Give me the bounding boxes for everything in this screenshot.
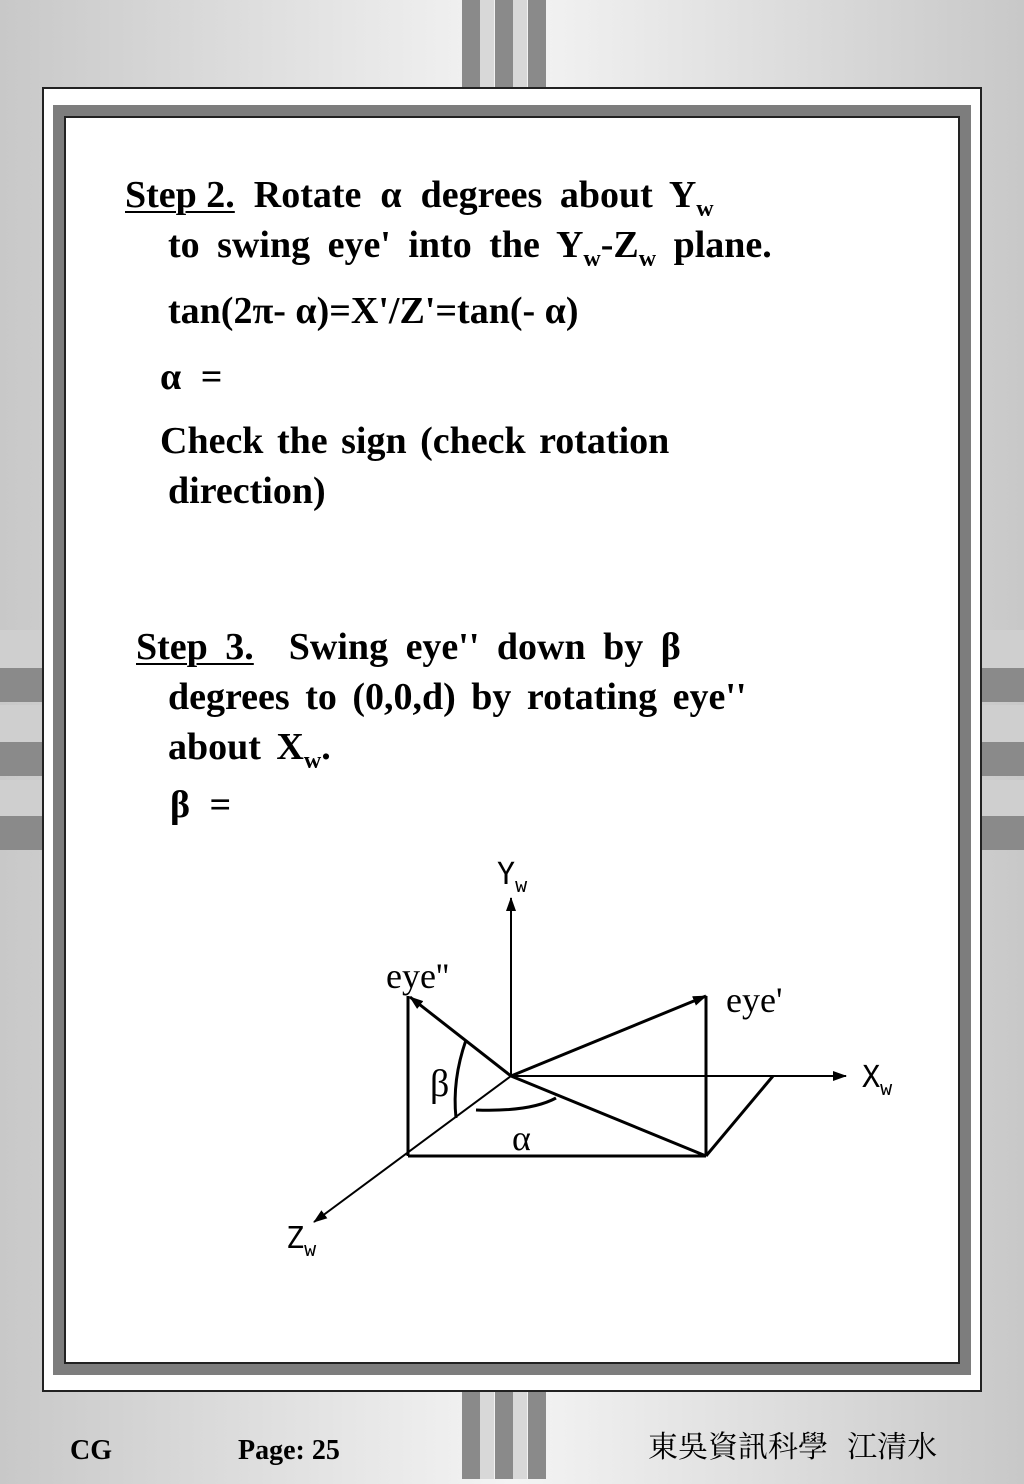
step2-line1 [125,174,714,222]
step2-check-line1: Check the sign (check rotation [160,420,670,462]
beta-arc [455,1040,466,1118]
y-axis-label: $Y_w$ [497,857,528,897]
step2-check-line2: direction) [168,470,326,512]
step2-label: Step 2. [125,174,235,216]
step3-line2: degrees to (0,0,d) by rotating eye'' [168,676,747,718]
eye-double-prime-label: eye'' [386,956,449,996]
projection-line [511,1076,706,1156]
step3-line3-b: . [321,726,331,768]
subscript-w: w [303,748,322,774]
step2-line2 [168,224,772,272]
beta-label: β [430,1063,450,1105]
eye-prime-vector [511,996,706,1076]
subscript-w: w [638,246,657,272]
ground-right-edge [706,1076,773,1156]
step2-line2-b: -Z [600,224,639,266]
subscript-w: w [583,246,601,272]
alpha-symbol: α [380,174,402,216]
step2-line2-a: to swing eye' into the Y [168,224,584,266]
alpha-label: α [512,1118,531,1158]
step3-line1 [136,628,681,666]
step2-rest: degrees about Y [420,174,697,216]
footer-author: 東吳資訊科學 江清水 [648,1430,938,1465]
step2-rotate-text: Rotate [253,174,362,216]
z-axis-label: $Z_w$ [286,1221,317,1261]
step2-alpha-equation: α = [160,356,223,398]
footer-course: CG [70,1435,112,1466]
step3-line3-a: about X [168,726,304,768]
eye-prime-label: eye' [726,980,783,1020]
alpha-arc [476,1098,556,1110]
footer-page-number: Page: 25 [238,1435,340,1466]
step3-label: Step 3. [136,626,254,668]
step2-formula: tan(2π- α)=X'/Z'=tan(- α) [168,290,579,332]
subscript-w: w [696,196,714,222]
step3-line1-text: Swing eye'' down by β [288,626,681,668]
step3-beta-equation: β = [170,784,232,826]
step3-line3 [168,726,331,774]
z-axis [314,1076,511,1222]
rotation-diagram [270,850,930,1270]
step2-line2-c: plane. [656,224,772,266]
x-axis-label: $X_w$ [862,1060,893,1100]
